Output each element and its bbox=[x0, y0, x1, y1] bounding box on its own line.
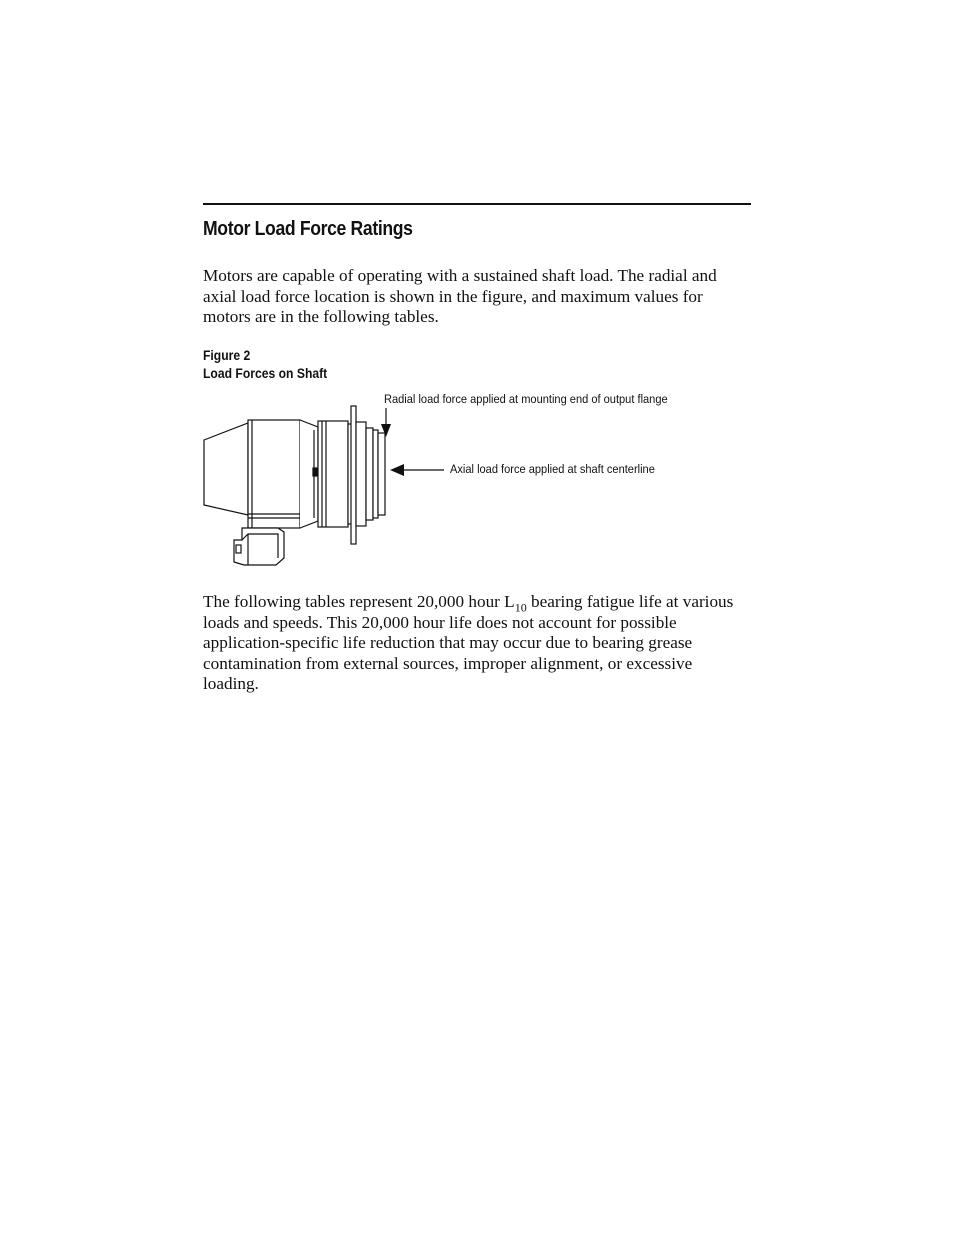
section-title: Motor Load Force Ratings bbox=[203, 218, 413, 240]
axial-callout-label: Axial load force applied at shaft centerline bbox=[450, 462, 655, 476]
l10-subscript: 10 bbox=[514, 600, 527, 615]
callout-arrows bbox=[370, 400, 460, 480]
intro-paragraph: Motors are capable of operating with a sustained shaft load. The radial and axial load force location is shown in the figure, and maximum values for motors are in the following tables. bbox=[203, 266, 717, 327]
arrow-left-icon bbox=[390, 464, 444, 476]
closing-paragraph bbox=[203, 592, 751, 695]
radial-callout-label: Radial load force applied at mounting end of output flange bbox=[384, 392, 668, 406]
arrow-down-icon bbox=[381, 408, 391, 437]
figure-title: Load Forces on Shaft bbox=[203, 366, 328, 381]
section-rule bbox=[203, 203, 751, 205]
figure-number: Figure 2 bbox=[203, 348, 251, 363]
closing-text-end: bearing fatigue life at various loads and speeds. This 20,000 hour life does not account for possible application-specific life reduction that may occur due to bearing grease contamination from external sources, improper alignment, or excessive loading. bbox=[203, 592, 734, 694]
closing-text-start: The following tables represent 20,000 hour L bbox=[203, 592, 515, 611]
